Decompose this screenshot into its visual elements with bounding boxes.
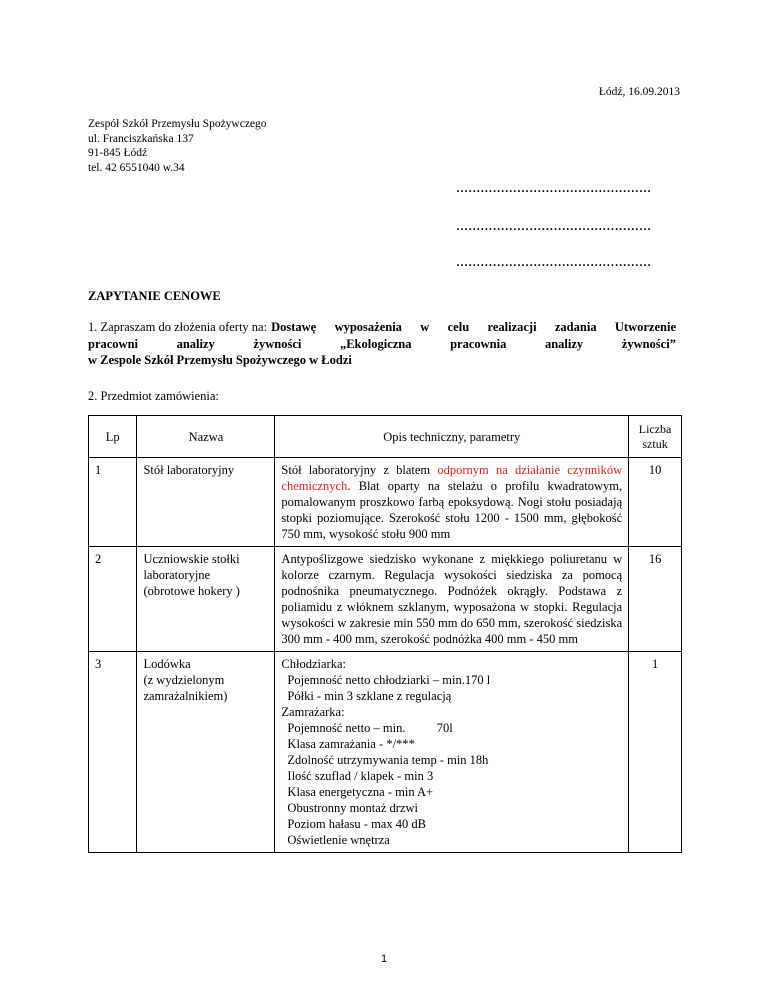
date-line: Łódź, 16.09.2013	[598, 86, 680, 98]
row-desc	[275, 652, 629, 853]
word: „Ekologiczna	[339, 336, 412, 351]
table-row	[89, 652, 682, 853]
name-line: zamrażalnikiem)	[143, 689, 228, 703]
recipient-line-2: …………………………………………	[456, 219, 652, 233]
items-table	[88, 415, 682, 853]
section-1-bold-line-3: w Zespole Szkół Przemysłu Spożywczego w Łodzi	[88, 353, 352, 367]
spec-line: Klasa energetyczna - min A+	[287, 785, 434, 799]
sender-postal: 91-845 Łódź	[88, 147, 148, 159]
spec-line: Zamrażarka:	[281, 705, 345, 719]
table-row	[89, 547, 682, 652]
document-title: ZAPYTANIE CENOWE	[88, 289, 221, 303]
header-name: Nazwa	[137, 416, 275, 458]
header-qty-line-1: Liczba	[638, 421, 672, 436]
row-qty: 10	[629, 458, 682, 547]
spec-line: Klasa zamrażania - */***	[287, 737, 415, 751]
spec-line: Obustronny montaż drzwi	[287, 801, 418, 815]
section-1-line-1	[88, 319, 676, 336]
section-1-prefix: 1. Zapraszam do złożenia oferty na:	[88, 320, 268, 334]
sender-phone: tel. 42 6551040 w.34	[88, 161, 185, 174]
spec-line: Pojemność netto – min. 70l	[287, 721, 453, 735]
header-lp: Lp	[89, 416, 137, 458]
row-desc: Antypoślizgowe siedzisko wykonane z miękkiego poliuretanu w kolorze czarnym. Regulacja wysokości siedziska za pomocą podnośnika pneumatycznego. Podnóżek okrągły. Podstawa z poliamidu z włóknem szklanym, wyposażona w stopki. Regulacja wysokości w zakresie min 550 mm do 650 mm, szerokość siedziska 300 mm - 400 mm, szerokość podnóżka 400 mm - 450 mm	[275, 547, 629, 652]
row-name	[137, 547, 275, 652]
sender-name: Zespół Szkół Przemysłu Spożywczego	[88, 118, 267, 130]
desc-highlight: odpornym na działanie czynników chemicznych	[281, 463, 623, 493]
section-1-line-2	[88, 336, 676, 353]
spec-line: Oświetlenie wnętrza	[287, 833, 390, 847]
recipient-line-1: …………………………………………	[456, 181, 652, 195]
name-line: (z wydzielonym	[143, 673, 225, 687]
section-1-bold-line-1: Dostawę wyposażenia w celu realizacji zadania Utworzenie	[271, 320, 676, 334]
table-row	[89, 458, 682, 547]
row-qty: 16	[629, 547, 682, 652]
row-lp: 1	[89, 458, 137, 547]
spec-line: Półki - min 3 szklane z regulacją	[287, 689, 452, 703]
spec-line: Poziom hałasu - max 40 dB	[287, 817, 426, 831]
sender-address	[88, 117, 267, 175]
section-1-paragraph	[88, 319, 676, 369]
name-line: (obrotowe hokery )	[143, 584, 240, 598]
name-line: Uczniowskie stołki	[143, 552, 240, 566]
desc-text: . Blat oparty na stelażu o profilu kwadratowym, pomalowanym proszkowo farbą epoksydową. Nogi stołu posiadają stopki poziomujące. Szerokość stołu 1200 - 1500 mm, głębokość 750 mm, wysokość stołu 900 mm	[281, 479, 623, 541]
name-line: laboratoryjne	[143, 568, 211, 582]
table-header-row	[89, 416, 682, 458]
word: analizy	[176, 336, 215, 351]
spec-line: Pojemność netto chłodziarki – min.170 l	[287, 673, 491, 687]
row-desc	[275, 458, 629, 547]
word: żywności	[253, 336, 302, 351]
spec-line: Chłodziarka:	[281, 657, 346, 671]
recipient-line-3: …………………………………………	[456, 255, 652, 269]
spec-line: Zdolność utrzymywania temp - min 18h	[287, 753, 489, 767]
section-1-line-3	[88, 352, 676, 369]
page-number: 1	[380, 953, 388, 965]
spec-line: Ilość szuflad / klapek - min 3	[287, 769, 434, 783]
row-lp: 3	[89, 652, 137, 853]
row-name	[137, 652, 275, 853]
row-lp: 2	[89, 547, 137, 652]
word: pracownia	[450, 336, 507, 351]
word: pracowni	[88, 336, 138, 351]
row-qty: 1	[629, 652, 682, 853]
header-qty-line-2: sztuk	[642, 436, 668, 451]
desc-text: Stół laboratoryjny z blatem	[281, 463, 438, 477]
sender-street: ul. Franciszkańska 137	[88, 132, 194, 145]
name-line: Lodówka	[143, 657, 191, 671]
section-2-heading: 2. Przedmiot zamówienia:	[88, 389, 219, 403]
header-desc: Opis techniczny, parametry	[275, 416, 629, 458]
word: żywności”	[621, 336, 676, 351]
row-name: Stół laboratoryjny	[137, 458, 275, 547]
word: analizy	[544, 336, 584, 351]
header-qty	[629, 416, 682, 458]
